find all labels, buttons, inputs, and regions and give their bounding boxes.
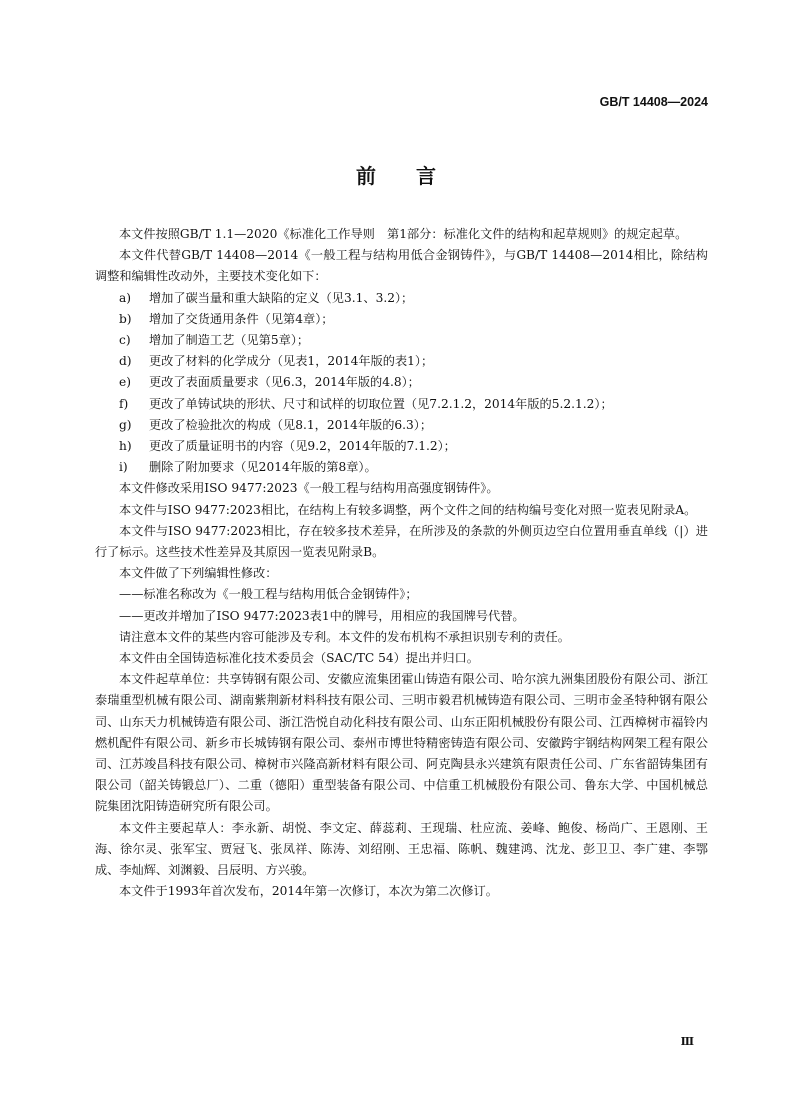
paragraph-technical-deviations: 本文件与ISO 9477:2023相比，存在较多技术差异，在所涉及的条款的外侧页边空白位置用垂直单线（|）进行了标示。这些技术性差异及其原因一览表见附录B。 [95, 523, 708, 560]
list-item: b) 增加了交货通用条件（见第4章）； [119, 311, 334, 326]
paragraph-drafting-basis: 本文件按照GB/T 1.1—2020《标准化工作导则 第1部分：标准化文件的结构和起草规则》的规定起草。 [119, 227, 688, 241]
list-item: f) 更改了单铸试块的形状、尺寸和试样的切取位置（见7.2.1.2，2014年版的5.2.1.2）； [119, 396, 613, 411]
paragraph-structure-changes: 本文件与ISO 9477:2023相比，在结构上有较多调整，两个文件之间的结构编号变化对照一览表见附录A。 [119, 502, 697, 517]
paragraph-committee: 本文件由全国铸造标准化技术委员会（SAC/TC 54）提出并归口。 [119, 651, 479, 666]
page-number: Ⅲ [680, 1035, 694, 1048]
paragraph-iso-adoption: 本文件修改采用ISO 9477:2023《一般工程与结构用高强度钢铸件》。 [119, 481, 499, 496]
page-title: 前言 [356, 164, 476, 188]
list-item: d) 更改了材料的化学成分（见表1，2014年版的表1）； [119, 354, 434, 369]
paragraph-replacement: 本文件代替GB/T 14408—2014《一般工程与结构用低合金钢铸件》，与GB/T 14408—2014相比，除结构调整和编辑性改动外，主要技术变化如下： [95, 248, 708, 284]
list-item: c) 增加了制造工艺（见第5章）； [119, 333, 310, 348]
list-item: a) 增加了碳当量和重大缺陷的定义（见3.1、3.2）； [119, 290, 414, 305]
paragraph-drafting-units: 本文件起草单位：共享铸钢有限公司、安徽应流集团霍山铸造有限公司、哈尔滨九洲集团股份有限公司、浙江泰瑞重型机械有限公司、湖南紫荆新材料科技有限公司、三明市毅君机械铸造有限公司、三明市金圣特种钢有限公司、山东天力机械铸造有限公司、浙江浩悦自动化科技有限公司、山东正阳机械股份有限公司、江西樟树市福铃内燃机配件有限公司、新乡市长城铸钢有限公司、泰州市博世特精密铸造有限公司、安徽跨宇钢结构网架工程有限公司、江苏竣昌科技有限公司、樟树市兴隆高新材料有限公司、阿克陶县永兴建筑有限责任公司、广东省韶铸集团有限公司（韶关铸锻总厂）、二重（德阳）重型装备有限公司、中信重工机械股份有限公司、鲁东大学、中国机械总院集团沈阳铸造研究所有限公司。 [95, 672, 708, 814]
paragraph-history: 本文件于1993年首次发布，2014年第一次修订，本次为第二次修订。 [119, 884, 498, 899]
paragraph-patent-notice: 请注意本文件的某些内容可能涉及专利。本文件的发布机构不承担识别专利的责任。 [119, 629, 570, 644]
paragraph-drafters: 本文件主要起草人：李永新、胡悦、李文定、薛蕊莉、王现瑞、杜应流、姜峰、鲍俊、杨尚广、王恩刚、王海、徐尔灵、张军宝、贾冠飞、张凤祥、陈涛、刘绍刚、王忠福、陈帆、魏建鸿、沈龙、彭卫卫、李广建、李鄂成、李灿辉、刘渊毅、吕辰明、方兴骏。 [95, 820, 708, 878]
foreword-body [95, 224, 708, 903]
list-item: e) 更改了表面质量要求（见6.3，2014年版的4.8）； [119, 375, 420, 390]
list-item: i) 删除了附加要求（见2014年版的第8章）。 [119, 460, 377, 475]
paragraph-editorial-intro: 本文件做了下列编辑性修改： [119, 566, 278, 581]
list-item: h) 更改了质量证明书的内容（见9.2，2014年版的7.1.2）； [119, 439, 456, 454]
dash-item: ——标准名称改为《一般工程与结构用低合金钢铸件》； [119, 587, 418, 602]
standard-number: GB/T 14408—2024 [599, 95, 708, 109]
dash-item: ——更改并增加了ISO 9477:2023表1中的牌号，用相应的我国牌号代替。 [119, 608, 525, 623]
list-item: g) 更改了检验批次的构成（见8.1，2014年版的6.3）； [119, 417, 433, 432]
